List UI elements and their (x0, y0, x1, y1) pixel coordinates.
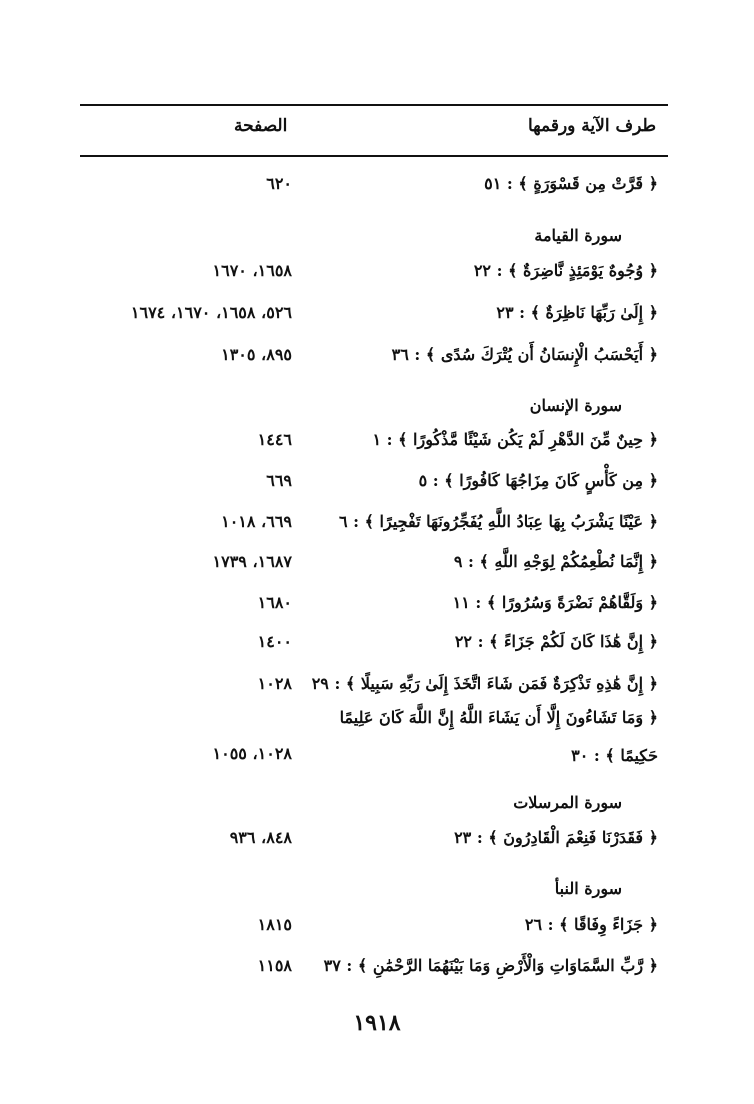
index-row (0, 471, 754, 501)
page-numbers: ١٦٥٨، ١٦٧٠ (212, 261, 292, 280)
page-numbers: ٦٢٠ (266, 174, 292, 193)
verse-ref: ﴿ مِن كَأْسٍ كَانَ مِزَاجُهَا كَافُورًا ﴾ : ٥ (418, 471, 658, 490)
page-numbers: ٦٦٩، ١٠١٨ (221, 512, 292, 531)
surah-heading: سورة النبأ (554, 879, 622, 898)
index-row (0, 915, 754, 945)
index-row (0, 674, 754, 704)
verse-ref: ﴿ وُجُوهٌ يَوْمَئِذٍ نَّاضِرَةٌ ﴾ : ٢٢ (473, 261, 658, 280)
header-verse-column: طرف الآية ورقمها (527, 116, 656, 136)
verse-ref-continued: حَكِيمًا ﴾ : ٣٠ (571, 746, 658, 765)
index-row (0, 512, 754, 542)
verse-ref: ﴿ حِينٌ مِّنَ الدَّهْرِ لَمْ يَكُن شَيْئًا مَّذْكُورًا ﴾ : ١ (372, 430, 658, 449)
page-numbers: ١٠٢٨ (257, 674, 292, 693)
verse-ref: ﴿ إِنَّ هَٰذِهِ تَذْكِرَةٌ فَمَن شَاءَ اتَّخَذَ إِلَىٰ رَبِّهِ سَبِيلًا ﴾ : ٢٩ (311, 674, 658, 693)
index-row (0, 174, 754, 204)
page-numbers: ٨٩٥، ١٣٠٥ (221, 345, 292, 364)
page-numbers: ١١٥٨ (257, 956, 292, 975)
header-rule (80, 155, 668, 157)
page-numbers: ٦٦٩ (266, 471, 292, 490)
verse-ref: ﴿ أَيَحْسَبُ الْإِنسَانُ أَن يُتْرَكَ سُدًى ﴾ : ٣٦ (391, 345, 658, 364)
page-numbers: ١٨١٥ (257, 915, 292, 934)
page-numbers: ١٠٢٨، ١٠٥٥ (212, 744, 292, 763)
index-row (0, 261, 754, 291)
verse-ref: ﴿ رَّبِّ السَّمَاوَاتِ وَالْأَرْضِ وَمَا بَيْنَهُمَا الرَّحْمَٰنِ ﴾ : ٣٧ (323, 956, 658, 975)
page-numbers: ١٤٤٦ (257, 430, 292, 449)
verse-ref: ﴿ جَزَاءً وِفَاقًا ﴾ : ٢٦ (524, 915, 658, 934)
index-row (0, 828, 754, 858)
page-numbers: ١٦٨٧، ١٧٣٩ (212, 552, 292, 571)
page-numbers: ٥٢٦، ١٦٥٨، ١٦٧٠، ١٦٧٤ (130, 303, 292, 322)
verse-ref: ﴿ وَمَا تَشَاءُونَ إِلَّا أَن يَشَاءَ اللَّهُ إِنَّ اللَّهَ كَانَ عَلِيمًا (339, 708, 658, 727)
page-number: ١٩١٨ (353, 1010, 401, 1036)
index-row (0, 708, 754, 778)
page-numbers: ١٤٠٠ (257, 632, 292, 651)
verse-ref: ﴿ إِلَىٰ رَبِّهَا نَاظِرَةٌ ﴾ : ٢٣ (496, 303, 658, 322)
verse-ref: ﴿ قَرَّتْ مِن قَسْوَرَةٍ ﴾ : ٥١ (484, 174, 658, 193)
verse-ref: ﴿ إِنَّمَا نُطْعِمُكُمْ لِوَجْهِ اللَّهِ ﴾ : ٩ (453, 552, 658, 571)
page-numbers: ٨٤٨، ٩٣٦ (229, 828, 292, 847)
index-row (0, 956, 754, 986)
index-row (0, 552, 754, 582)
verse-ref: ﴿ عَيْنًا يَشْرَبُ بِهَا عِبَادُ اللَّهِ يُفَجِّرُونَهَا تَفْجِيرًا ﴾ : ٦ (338, 512, 658, 531)
top-rule (80, 104, 668, 106)
verse-ref: ﴿ فَقَدَرْنَا فَنِعْمَ الْقَادِرُونَ ﴾ : ٢٣ (454, 828, 658, 847)
surah-heading: سورة الإنسان (529, 396, 622, 415)
verse-ref: ﴿ وَلَقَّاهُمْ نَضْرَةً وَسُرُورًا ﴾ : ١١ (452, 593, 658, 612)
index-row (0, 430, 754, 460)
header-page-column: الصفحة (234, 116, 288, 136)
verse-ref: ﴿ إِنَّ هَٰذَا كَانَ لَكُمْ جَزَاءً ﴾ : ٢٢ (454, 632, 658, 651)
surah-heading: سورة القيامة (534, 226, 622, 245)
surah-heading: سورة المرسلات (513, 793, 622, 812)
index-row (0, 593, 754, 623)
index-row (0, 303, 754, 333)
index-row (0, 345, 754, 375)
index-row (0, 632, 754, 662)
page-numbers: ١٦٨٠ (257, 593, 292, 612)
